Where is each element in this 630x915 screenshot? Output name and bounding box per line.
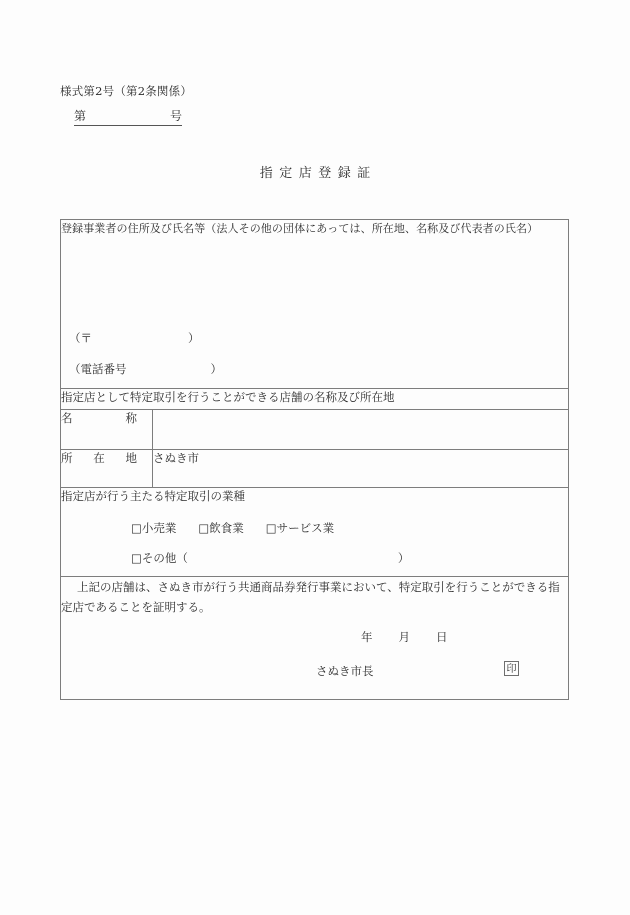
shop-name-value[interactable] bbox=[153, 410, 569, 450]
shop-address-label-char-3: 地 bbox=[125, 451, 137, 465]
shop-name-label-char-1: 名 bbox=[61, 411, 73, 425]
document-number-suffix: 号 bbox=[170, 109, 183, 123]
checkbox-retail-label: 小売業 bbox=[141, 521, 177, 535]
business-type-header: 指定店が行う主たる特定取引の業種 bbox=[61, 489, 245, 503]
shop-section-header: 指定店として特定取引を行うことができる店舗の名称及び所在地 bbox=[61, 389, 569, 410]
shop-name-label-char-2: 称 bbox=[125, 411, 137, 425]
checkbox-other-label: その他（ bbox=[141, 551, 188, 565]
table-row-registrant bbox=[61, 220, 569, 389]
certification-signer: さぬき市長 bbox=[316, 664, 374, 678]
registrant-postal-field[interactable] bbox=[69, 330, 200, 348]
telephone-close: ） bbox=[210, 362, 222, 376]
postal-open: （〒 bbox=[69, 331, 92, 345]
page-title: 指定店登録証 bbox=[259, 166, 377, 181]
checkbox-icon: □ bbox=[198, 521, 210, 535]
telephone-open: （電話番号 bbox=[69, 362, 127, 376]
certification-date-field[interactable] bbox=[361, 629, 448, 647]
registrant-cell bbox=[61, 220, 569, 389]
form-code: 様式第2号（第2条関係） bbox=[60, 84, 193, 98]
checkbox-icon: □ bbox=[131, 521, 142, 535]
registrant-telephone-field[interactable] bbox=[69, 361, 222, 379]
table-row-shop-name bbox=[61, 410, 569, 450]
postal-close: ） bbox=[188, 331, 200, 345]
seal-stamp-icon: 印 bbox=[504, 661, 519, 676]
shop-address-label bbox=[61, 450, 153, 488]
registration-form-table bbox=[60, 219, 569, 700]
date-year-label: 年 bbox=[361, 630, 373, 644]
date-month-label: 月 bbox=[398, 630, 410, 644]
table-row-shop-header bbox=[61, 389, 569, 410]
checkbox-icon: □ bbox=[265, 521, 277, 535]
certification-body: 上記の店舗は、さぬき市が行う共通商品券発行事業において、特定取引を行うことができる指定店であることを証明する。 bbox=[61, 580, 560, 615]
shop-address-label-char-1: 所 bbox=[61, 451, 73, 465]
document-number-prefix: 第 bbox=[74, 109, 87, 123]
shop-address-label-char-2: 在 bbox=[93, 451, 105, 465]
shop-address-value[interactable]: さぬき市 bbox=[153, 450, 569, 488]
checkbox-icon: □ bbox=[131, 551, 142, 565]
registrant-header: 登録事業者の住所及び氏名等（法人その他の団体にあっては、所在地、名称及び代表者の氏名） bbox=[61, 222, 539, 235]
table-row-shop-address bbox=[61, 450, 569, 488]
checkbox-retail[interactable] bbox=[131, 521, 176, 535]
checkbox-food-label: 飲食業 bbox=[209, 521, 244, 535]
shop-name-label bbox=[61, 410, 153, 450]
checkbox-service[interactable] bbox=[266, 521, 334, 535]
table-row-certification bbox=[61, 577, 569, 700]
checkbox-service-label: サービス業 bbox=[276, 521, 335, 535]
checkbox-other-close: ） bbox=[397, 551, 410, 565]
business-type-other-row[interactable] bbox=[131, 550, 409, 568]
document-number-field bbox=[74, 107, 182, 126]
certification-cell bbox=[61, 577, 569, 700]
business-type-options bbox=[131, 520, 334, 538]
date-day-label: 日 bbox=[436, 630, 448, 644]
business-type-cell bbox=[61, 488, 569, 577]
table-row-business-type bbox=[61, 488, 569, 577]
checkbox-food[interactable] bbox=[198, 521, 243, 535]
